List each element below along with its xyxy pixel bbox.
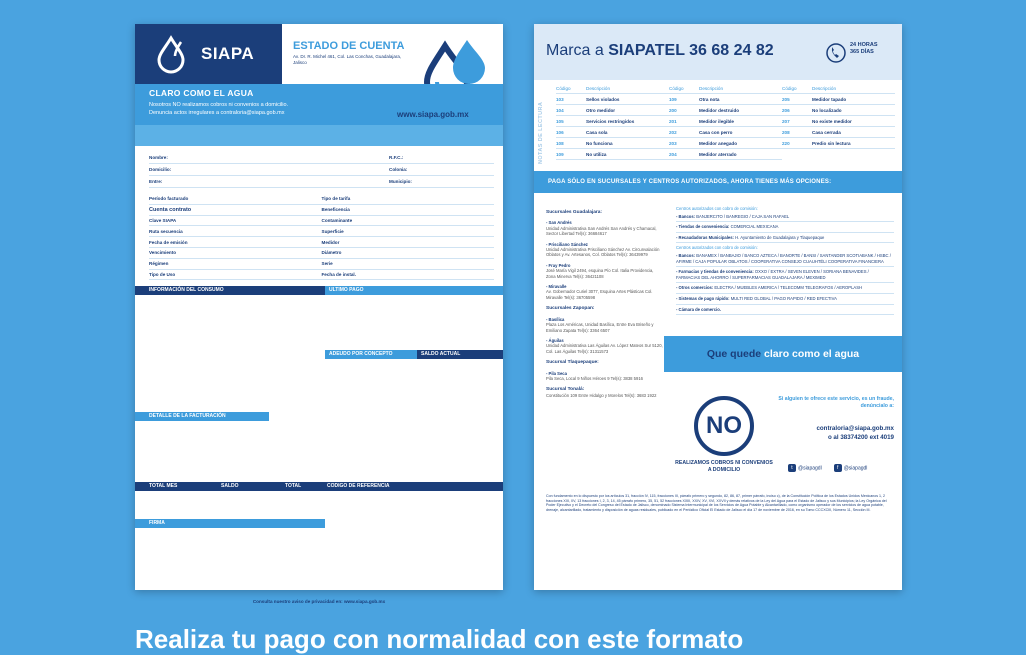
code-value: 205	[782, 96, 790, 102]
estado-de-cuenta-front	[135, 24, 503, 604]
code-desc: Medidor anegado	[699, 140, 738, 146]
code-desc: Otro medidor	[586, 107, 616, 113]
branch-address: Unidad Administrativa San Andrés San Andrés y Chamacal, Sector Libertad Tel(s): 36684617	[546, 225, 657, 237]
code-desc: Casa con perro	[699, 129, 733, 135]
contact	[774, 424, 894, 442]
phone-icon	[826, 42, 846, 64]
code-value: 200	[669, 107, 677, 113]
siapatel-number: SIAPATEL 36 68 24 82	[608, 42, 774, 59]
grid-row	[149, 205, 494, 216]
estado-de-cuenta-back	[534, 24, 902, 590]
center-item	[676, 251, 894, 267]
code-row	[782, 116, 895, 127]
label-nombre: Nombre:	[149, 155, 168, 160]
grid-label: Superficie	[321, 228, 344, 234]
branch-address: Constitución 109 Entre Hidalgo y Morelos Tel(s): 3683 1922	[546, 392, 657, 398]
code-value: 220	[782, 140, 790, 146]
grid-row	[149, 270, 494, 281]
center-type: - Sistemas de pago rápido:	[676, 295, 730, 301]
facebook-icon: f	[834, 464, 842, 472]
branch-group-title: Sucursales Zapopan:	[546, 306, 595, 312]
code-desc: No utiliza	[586, 151, 607, 157]
code-row	[669, 116, 782, 127]
code-col-label: Código	[669, 86, 684, 91]
no-circle: NO	[694, 396, 754, 456]
grid-label: Fecha de emisión	[149, 239, 188, 245]
facebook-link[interactable]	[834, 464, 868, 472]
customer-fields	[149, 152, 494, 188]
grid-label: Cuenta contrato	[149, 206, 192, 213]
contact-phone[interactable]: o al 38374200 ext 4019	[827, 434, 894, 441]
center-item	[676, 233, 894, 244]
code-desc: No localizado	[812, 107, 842, 113]
quede-banner	[664, 336, 902, 372]
grid-label: Diámetro	[321, 250, 342, 256]
center-item	[676, 305, 894, 316]
social-links	[788, 464, 867, 472]
branch-name: - Miravalle	[546, 284, 567, 290]
twitter-link[interactable]	[788, 464, 822, 472]
code-value: 109	[556, 151, 564, 157]
grid-row	[149, 216, 494, 227]
branch-address: Unidad Administrativa Las Águilas Av. López Mateos Sur 5120, Col. Las Águilas Tel(s): 31311573	[546, 343, 663, 354]
center-list: BANAMEX / BANBAJIO / BANCO AZTECA / BANORTE / BANSI / SANTANDER SCOTIABANK / HSBC / AFIRME / CAJA POPULAR OBLATOS / COOPERATIVA CONSEJO CUAUHTÉLI COOPERATIVA FINANCIERA	[676, 252, 891, 264]
facebook-handle: @siapagdl	[843, 465, 868, 472]
slogan: CLARO COMO EL AGUA	[149, 88, 254, 98]
code-header	[669, 84, 782, 94]
grid-label: Vencimiento	[149, 250, 177, 256]
code-desc: Casa sola	[586, 129, 608, 135]
code-row	[782, 105, 895, 116]
code-value: 204	[669, 151, 677, 157]
code-value: 108	[556, 140, 564, 146]
code-column	[556, 84, 669, 160]
center-item	[676, 267, 894, 283]
codigo-ref-label: CODIGO DE REFERENCIA	[327, 483, 390, 489]
center-list: OXXO / EXTRA / SEVEN ELEVEN / SORIANA BENAVIDES / FARMACIAS DEL AHORRO / SUPERFARMACIAS GUADALAJARA / MEXIMED	[676, 269, 869, 280]
center-type: - Farmacias y tiendas de conveniencia:	[676, 269, 754, 275]
code-row	[556, 116, 669, 127]
code-value: 208	[782, 129, 790, 135]
adeudo-bar: ADEUDO POR CONCEPTO	[325, 350, 417, 359]
row-domicilio	[149, 164, 494, 176]
center-list: H. Ayuntamiento de Guadalajara y Tlaquepaque	[733, 234, 825, 240]
code-value: 201	[669, 118, 677, 124]
branch-name: - Fray Pedro	[546, 262, 571, 268]
branch-name: - Prisciliano Sánchez	[546, 241, 588, 247]
branch-name: - Águilas	[546, 337, 564, 343]
code-col-label: Código	[556, 86, 571, 91]
notice-line-2: Denuncia actos irregulares a contraloria@siapa.gob.mx	[149, 110, 285, 116]
grid-row	[149, 194, 494, 205]
code-value: 103	[556, 96, 564, 102]
total-label: TOTAL	[285, 483, 302, 489]
contact-email[interactable]: contraloria@siapa.gob.mx	[816, 425, 894, 432]
code-desc: Servicios restringidos	[586, 118, 635, 124]
code-value: 207	[782, 118, 790, 124]
center-item	[676, 283, 894, 294]
days-line: 365 DÍAS	[850, 49, 874, 55]
centers-heading: Centros autorizados con cobro de comisión:	[676, 206, 758, 211]
branch-address: Plaza Los Américas, Unidad Basílica, Entre Eva Briseño y Emiliano Zapata Tel(s): 3364 6507	[546, 322, 654, 333]
firma-bar: FIRMA	[135, 519, 325, 528]
realizamos-text: REALIZAMOS COBROS NI CONVENIOS A DOMICILIO	[675, 460, 773, 473]
branch-name: - Basílica	[546, 316, 565, 322]
account-grid	[149, 194, 494, 280]
code-header	[782, 84, 895, 94]
code-value: 106	[556, 129, 564, 135]
code-value: 203	[669, 140, 677, 146]
center-type: - Recaudadoras Municipales:	[676, 234, 734, 240]
quede-1: Que quede	[706, 348, 762, 360]
statement-title: ESTADO DE CUENTA	[293, 40, 405, 52]
siapatel-header	[534, 24, 902, 80]
info-consumo-bar: INFORMACIÓN DEL CONSUMO	[135, 286, 325, 295]
code-desc: Predio sin lectura	[812, 140, 851, 146]
code-value: 104	[556, 107, 564, 113]
code-value: 109	[669, 96, 677, 102]
grid-label: Régimen	[149, 261, 169, 267]
code-row	[556, 138, 669, 149]
code-row	[669, 127, 782, 138]
code-desc: Medidor aterrado	[699, 151, 737, 157]
code-desc: Medidor tapado	[812, 96, 847, 102]
branch-address: Unidad Administrativa Prisciliano Sánchez Av. Circunvalación Oblatos y Av. Artesanos, Col. Oblatos Tel(s): 36439979	[546, 247, 660, 258]
grid-label: Período facturado	[149, 196, 189, 202]
detalle-bar: DETALLE DE LA FACTURACIÓN	[135, 412, 269, 421]
code-header	[556, 84, 669, 94]
code-value: 202	[669, 129, 677, 135]
marca-prefix: Marca a	[546, 42, 604, 59]
code-value: 105	[556, 118, 564, 124]
code-desc: Medidor ilegible	[699, 118, 734, 124]
code-col-label: Código	[782, 86, 797, 91]
desc-col-label: Descripción	[812, 86, 836, 91]
code-row	[669, 149, 782, 160]
code-row	[556, 94, 669, 105]
grid-label: Clave SIAPA	[149, 217, 177, 223]
grid-label: Fecha de instal.	[321, 271, 356, 277]
grid-row	[149, 237, 494, 248]
center-type: - Tiendas de conveniencia:	[676, 224, 730, 230]
code-row	[782, 138, 895, 149]
branch-group-title: Sucursal Tonalá:	[546, 387, 585, 393]
notice	[149, 101, 288, 117]
center-type: - Otros comercios:	[676, 285, 714, 291]
notas-label: NOTAS DE LECTURA	[538, 101, 544, 164]
code-desc: No existe medidor	[812, 118, 852, 124]
grid-label: Serie	[321, 261, 333, 267]
grid-label: Medidor	[321, 239, 340, 245]
center-item	[676, 222, 894, 233]
branch-group-title: Sucursal Tlaquepaque:	[546, 360, 599, 366]
center-list: ELECTRA / MUEBLES AMERICA / TELECOMM TELEGRAFOS / AEROPLASH	[713, 285, 863, 291]
branch-group-title: Sucursales Guadalajara:	[546, 210, 602, 215]
desc-col-label: Descripción	[586, 86, 610, 91]
address: Av. Dr. R. Michel 461, Col. Las Conchas, Guadalajara, Jalisco	[293, 54, 402, 65]
code-row	[556, 105, 669, 116]
code-desc: Otra nota	[699, 96, 720, 102]
branch-name: - San Andrés	[546, 220, 572, 226]
water-drop-icon	[157, 36, 193, 72]
totals-bar	[135, 482, 503, 491]
row-nombre	[149, 152, 494, 164]
code-row	[556, 149, 669, 160]
centers-heading: Centros autorizados con cobro de comisión:	[676, 245, 758, 251]
slogan-band	[135, 84, 503, 146]
fraude-text: Si alguien te ofrece este servicio, es un fraude, denúncialo a:	[778, 396, 894, 409]
branch-list	[546, 204, 664, 398]
center-type: - Bancos:	[676, 213, 696, 219]
statement-header	[135, 24, 503, 84]
grid-row	[149, 226, 494, 237]
code-column	[782, 84, 895, 160]
grid-label: Beneficencia	[321, 207, 350, 213]
code-column	[669, 84, 782, 160]
code-desc: Medidor destruido	[699, 107, 740, 113]
branch-address: José María Vigil 2494, esquina Pío Col. Italia Providencia, Zona Minerva Tel(s): 36421108	[546, 268, 654, 279]
marca-line	[546, 42, 774, 60]
legal-text: Con fundamento en lo dispuesto por los artículos 31, fracción IV, 115, fracciones III, párrafo primero y segundo, 82, 86, 87, primer párrafo, inciso c), de la Constitución Política de los Estados Unidos Mexicanos 1, 2 fracciones XIII, XV, 13 fracciones I, 2, 3, 14, 45 párrafo primero, 35, 51, 52 fracciones XXIII, XXIV, XV, XVI, XXVII y demás relativos de la Ley del Agua para el Estado de Jalisco y sus Municipios; la Ley Orgánica del Poder Ejecutivo y el Decreto del Congreso del Estado de Jalisco, denominado Sistema Intermunicipal de los Servicios de Agua Potable y Alcantarillado, como organismo operador de los servicios de agua potable, drenaje, alcantarillado, tratamiento y disposición de aguas residuales, publicado en el Periódico Oficial El Estado de Jalisco el día 17 de noviembre de 2016, en su Tomo CCCXCIII, Número 11, Sección III.	[546, 494, 887, 512]
notice-line-1: Nosotros NO realizamos cobros ni convenios a domicilio.	[149, 102, 289, 108]
branch-address: Pila Seca, Local 9 Niños Héroes 9 Tel(s): 3838 5916	[546, 375, 643, 381]
code-desc: Casa cerrada	[812, 129, 841, 135]
code-row	[782, 127, 895, 138]
grid-label: Ruta secuencia	[149, 228, 183, 234]
siapa-logo	[135, 24, 282, 84]
hours-line: 24 HORAS	[850, 42, 878, 48]
grid-label: Tipo de Uso	[149, 271, 176, 277]
hours-label	[850, 42, 878, 56]
branch-name: - Pila Seca	[546, 370, 567, 376]
branch-address: Av. Gobernador Curiel 3077, Esquina Artes Plásticas Col. Miravalle Tel(s): 36705598	[546, 289, 653, 300]
code-row	[669, 105, 782, 116]
twitter-handle: @siapagdl	[798, 465, 822, 472]
grid-label: Contaminante	[321, 217, 353, 223]
grid-label: Tipo de tarifa	[321, 196, 351, 202]
center-list: BANJERCITO / BANREGIO / CAJA SAN RAFAEL	[695, 213, 790, 219]
website[interactable]: www.siapa.gob.mx	[397, 110, 469, 119]
twitter-icon: t	[788, 464, 796, 472]
saldo-actual-bar: SALDO ACTUAL	[417, 350, 503, 359]
center-list: MULTI RED GLOBAL / PAGO RAPIDO / RED EFECTIVA	[729, 295, 837, 301]
label-entre: Entre:	[149, 179, 163, 184]
center-item	[676, 294, 894, 305]
code-value: 206	[782, 107, 790, 113]
grid-row	[149, 248, 494, 259]
ultimo-pago-bar: ULTIMO PAGO	[325, 286, 503, 295]
authorized-centers	[676, 204, 894, 315]
privacy-footer: Consulta nuestro aviso de privacidad en: www.siapa.gob.mx	[252, 599, 386, 604]
brand-name: SIAPA	[201, 44, 255, 63]
row-entre	[149, 176, 494, 188]
code-row	[669, 94, 782, 105]
label-domicilio: Domicilio:	[149, 167, 172, 172]
code-row	[782, 94, 895, 105]
code-row	[556, 127, 669, 138]
code-desc: Sellos violados	[586, 96, 620, 102]
code-desc: No funciona	[586, 140, 613, 146]
band-bottom	[135, 125, 503, 146]
center-type: - Bancos:	[676, 252, 696, 258]
caption: Realiza tu pago con normalidad con este formato	[135, 624, 744, 654]
center-type: - Cámara de comercio.	[676, 306, 721, 312]
label-rfc: R.F.C.:	[389, 155, 404, 160]
paga-banner: PAGA SÓLO EN SUCURSALES Y CENTROS AUTORIZADOS, AHORA TIENES MÁS OPCIONES:	[534, 171, 902, 193]
label-colonia: Colonia:	[389, 167, 408, 172]
total-mes-label: TOTAL MES	[149, 483, 178, 489]
center-item	[676, 212, 894, 223]
center-list: COMERCIAL MEXICANA	[729, 224, 779, 230]
label-municipio: Municipio:	[389, 179, 412, 184]
quede-2: claro como el agua	[764, 348, 860, 360]
code-row	[669, 138, 782, 149]
grid-row	[149, 259, 494, 270]
saldo-label: SALDO	[221, 483, 239, 489]
desc-col-label: Descripción	[699, 86, 723, 91]
reading-codes	[556, 84, 896, 160]
